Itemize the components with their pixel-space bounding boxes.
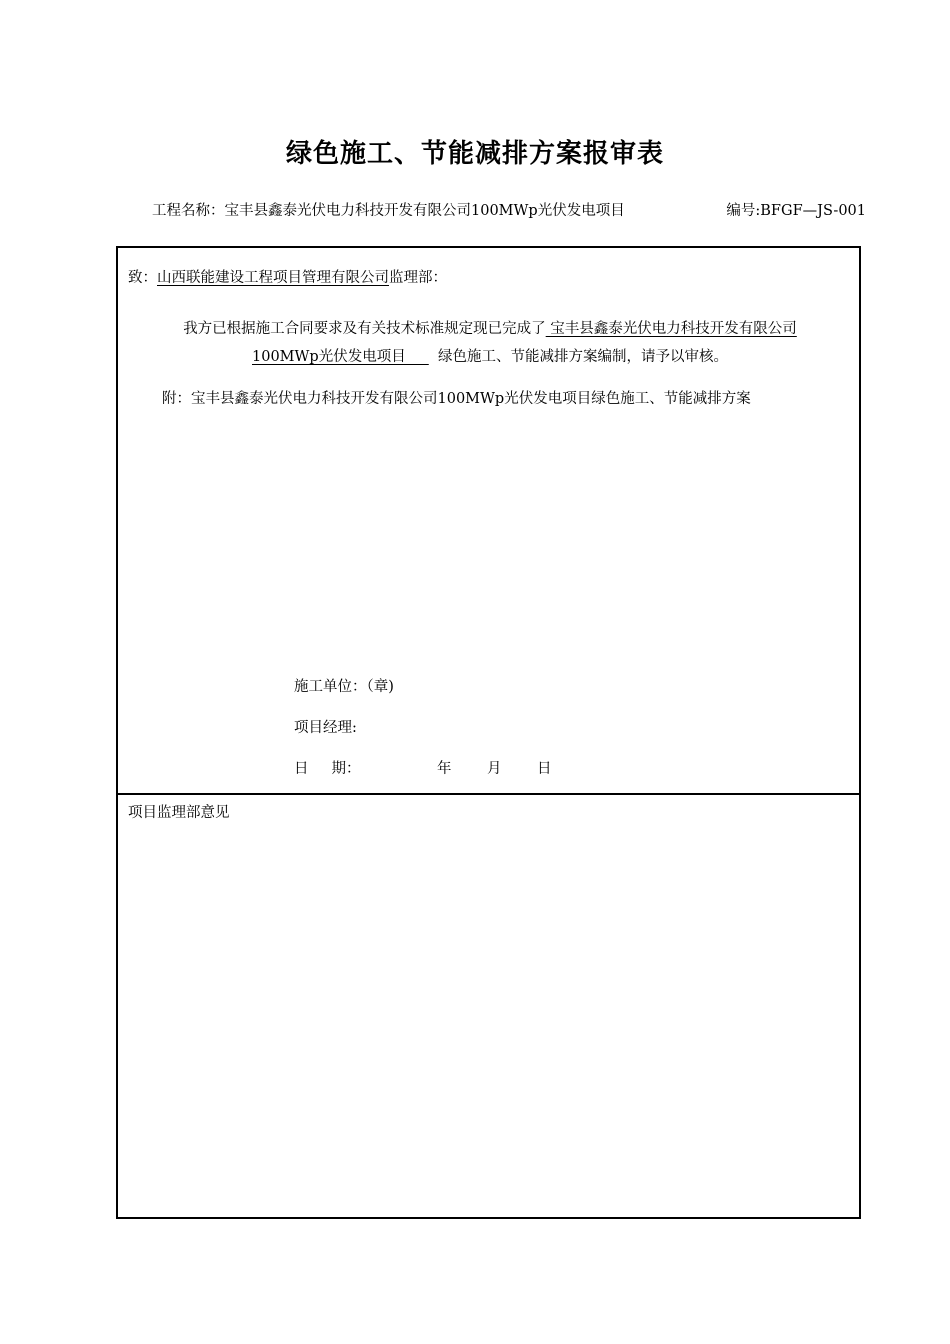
- project-label: 工程名称：: [152, 203, 225, 219]
- statement-prefix: 我方已根据施工合同要求及有关技术标准规定现已完成了: [183, 321, 546, 337]
- date-year: 年: [437, 761, 452, 777]
- form-number: [726, 199, 866, 220]
- submission-statement: [132, 315, 848, 371]
- project-name: 宝丰县鑫泰光伏电力科技开发有限公司100MWp光伏发电项目: [224, 203, 625, 219]
- statement-project-line2: 100MWp光伏发电项目: [252, 349, 429, 365]
- opinion-label: 项目监理部意见: [128, 805, 230, 821]
- statement-suffix: 绿色施工、节能减排方案编制，请予以审核。: [428, 349, 728, 365]
- attachment-line: 附：宝丰县鑫泰光伏电力科技开发有限公司100MWp光伏发电项目绿色施工、节能减排方案: [162, 391, 751, 407]
- date-label: 日 期：: [294, 761, 361, 777]
- project-name-line: [152, 199, 625, 220]
- supervision-opinion-section: [118, 795, 859, 1217]
- form-number-value: BFGF—JS-001: [760, 203, 866, 219]
- form-number-label: 编号:: [726, 203, 761, 219]
- date-day: 日: [537, 761, 552, 777]
- addressee-org: 山西联能建设工程项目管理有限公司: [157, 270, 389, 286]
- project-manager-label: 项目经理:: [294, 720, 357, 736]
- addressee-suffix: 监理部：: [389, 270, 447, 286]
- header-info-row: [152, 199, 866, 220]
- contractor-unit-label: 施工单位：（章): [294, 679, 394, 695]
- addressee-line: [128, 266, 447, 287]
- addressee-prefix: 致：: [128, 270, 157, 286]
- date-month: 月: [487, 761, 502, 777]
- statement-project-line1: 宝丰县鑫泰光伏电力科技开发有限公司: [545, 321, 797, 337]
- form-title: 绿色施工、节能减排方案报审表: [285, 139, 664, 169]
- submission-section: [118, 248, 859, 795]
- form-table: [116, 246, 861, 1219]
- date-line: [294, 757, 552, 778]
